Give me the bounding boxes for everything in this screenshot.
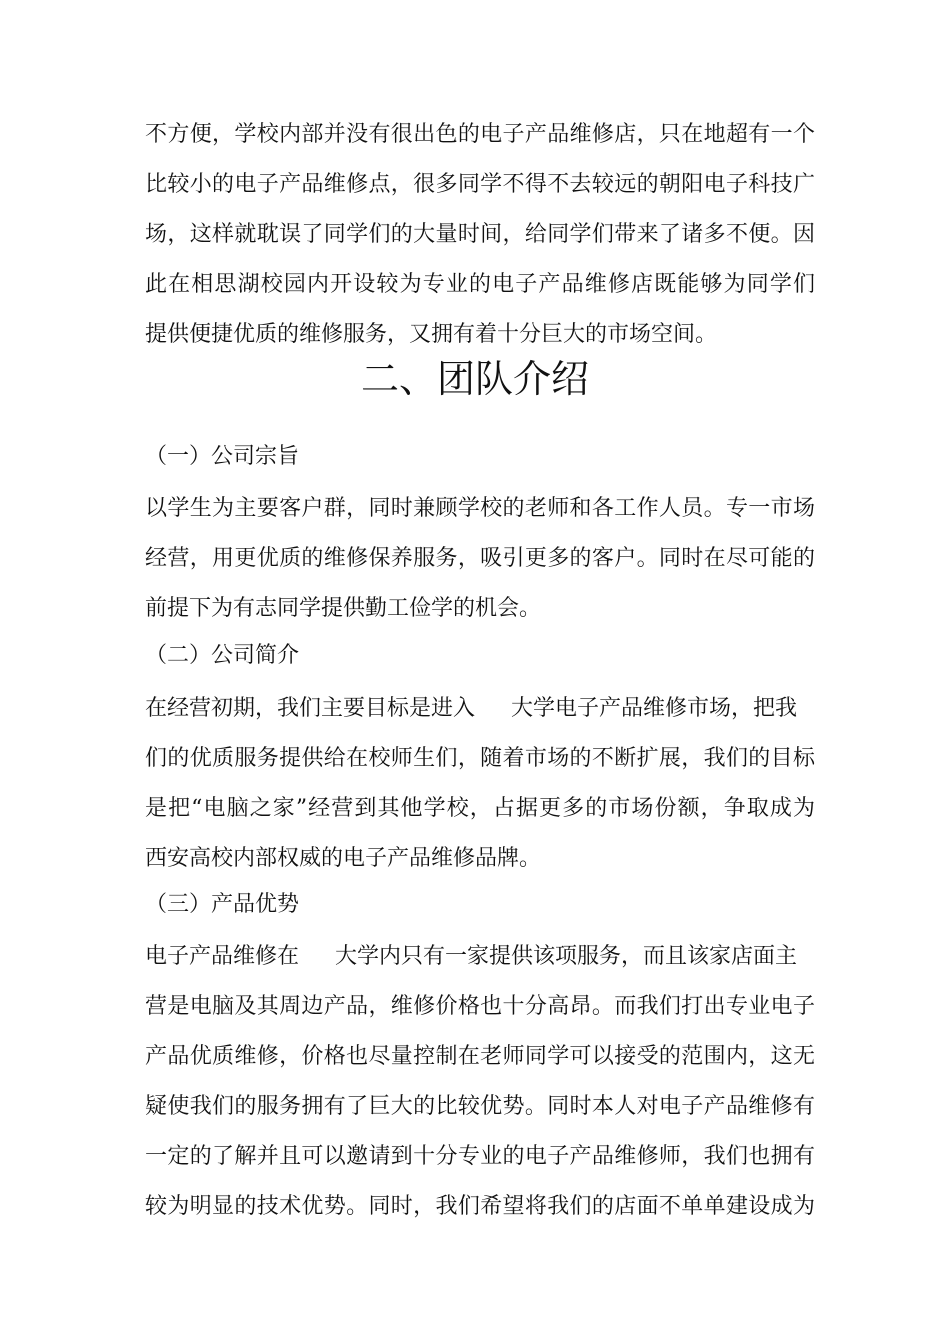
paragraph-line: 产品优质维修，价格也尽量控制在老师同学可以接受的范围内，这无 — [145, 1044, 815, 1069]
section-title: 二、团队介绍 — [360, 357, 589, 401]
paragraph-line: 以学生为主要客户群，同时兼顾学校的老师和各工作人员。专一市场 — [145, 496, 815, 521]
paragraph-line: 西安高校内部权威的电子产品维修品牌。 — [145, 846, 542, 871]
paragraph-line: 此在相思湖校园内开设较为专业的电子产品维修店既能够为同学们 — [145, 272, 815, 297]
paragraph-line: 一定的了解并且可以邀请到十分专业的电子产品维修师，我们也拥有 — [145, 1144, 815, 1169]
paragraph-line: 提供便捷优质的维修服务，又拥有着十分巨大的市场空间。 — [145, 322, 718, 347]
paragraph-line: 是把“电脑之家”经营到其他学校，占据更多的市场份额，争取成为 — [145, 796, 815, 821]
paragraph-line — [145, 942, 815, 972]
paragraph-line: 比较小的电子产品维修点，很多同学不得不去较远的朝阳电子科技广 — [145, 172, 815, 197]
paragraph-line: 较为明显的技术优势。同时，我们希望将我们的店面不单单建设成为 — [145, 1194, 815, 1219]
paragraph-line — [145, 694, 815, 724]
paragraph-line: 前提下为有志同学提供勤工俭学的机会。 — [145, 596, 542, 621]
line-segment: 大学内只有一家提供该项服务，而且该家店面主 — [335, 944, 798, 969]
subsection-heading-advantages: （三）产品优势 — [145, 892, 300, 917]
paragraph-line: 场，这样就耽误了同学们的大量时间，给同学们带来了诸多不便。因 — [145, 222, 815, 247]
subsection-heading-intro: （二）公司简介 — [145, 643, 300, 668]
paragraph-line: 们的优质服务提供给在校师生们，随着市场的不断扩展，我们的目标 — [145, 746, 815, 771]
line-segment: 电子产品维修在 — [145, 944, 300, 969]
line-segment: 在经营初期，我们主要目标是进入 — [145, 696, 476, 721]
paragraph-line: 经营，用更优质的维修保养服务，吸引更多的客户。同时在尽可能的 — [145, 546, 815, 571]
subsection-heading-purpose: （一）公司宗旨 — [145, 444, 300, 469]
paragraph-line: 疑使我们的服务拥有了巨大的比较优势。同时本人对电子产品维修有 — [145, 1094, 815, 1119]
paragraph-line: 营是电脑及其周边产品，维修价格也十分高昂。而我们打出专业电子 — [145, 994, 815, 1019]
paragraph-line: 不方便，学校内部并没有很出色的电子产品维修店，只在地超有一个 — [145, 122, 815, 147]
line-segment: 大学电子产品维修市场，把我 — [511, 696, 798, 721]
